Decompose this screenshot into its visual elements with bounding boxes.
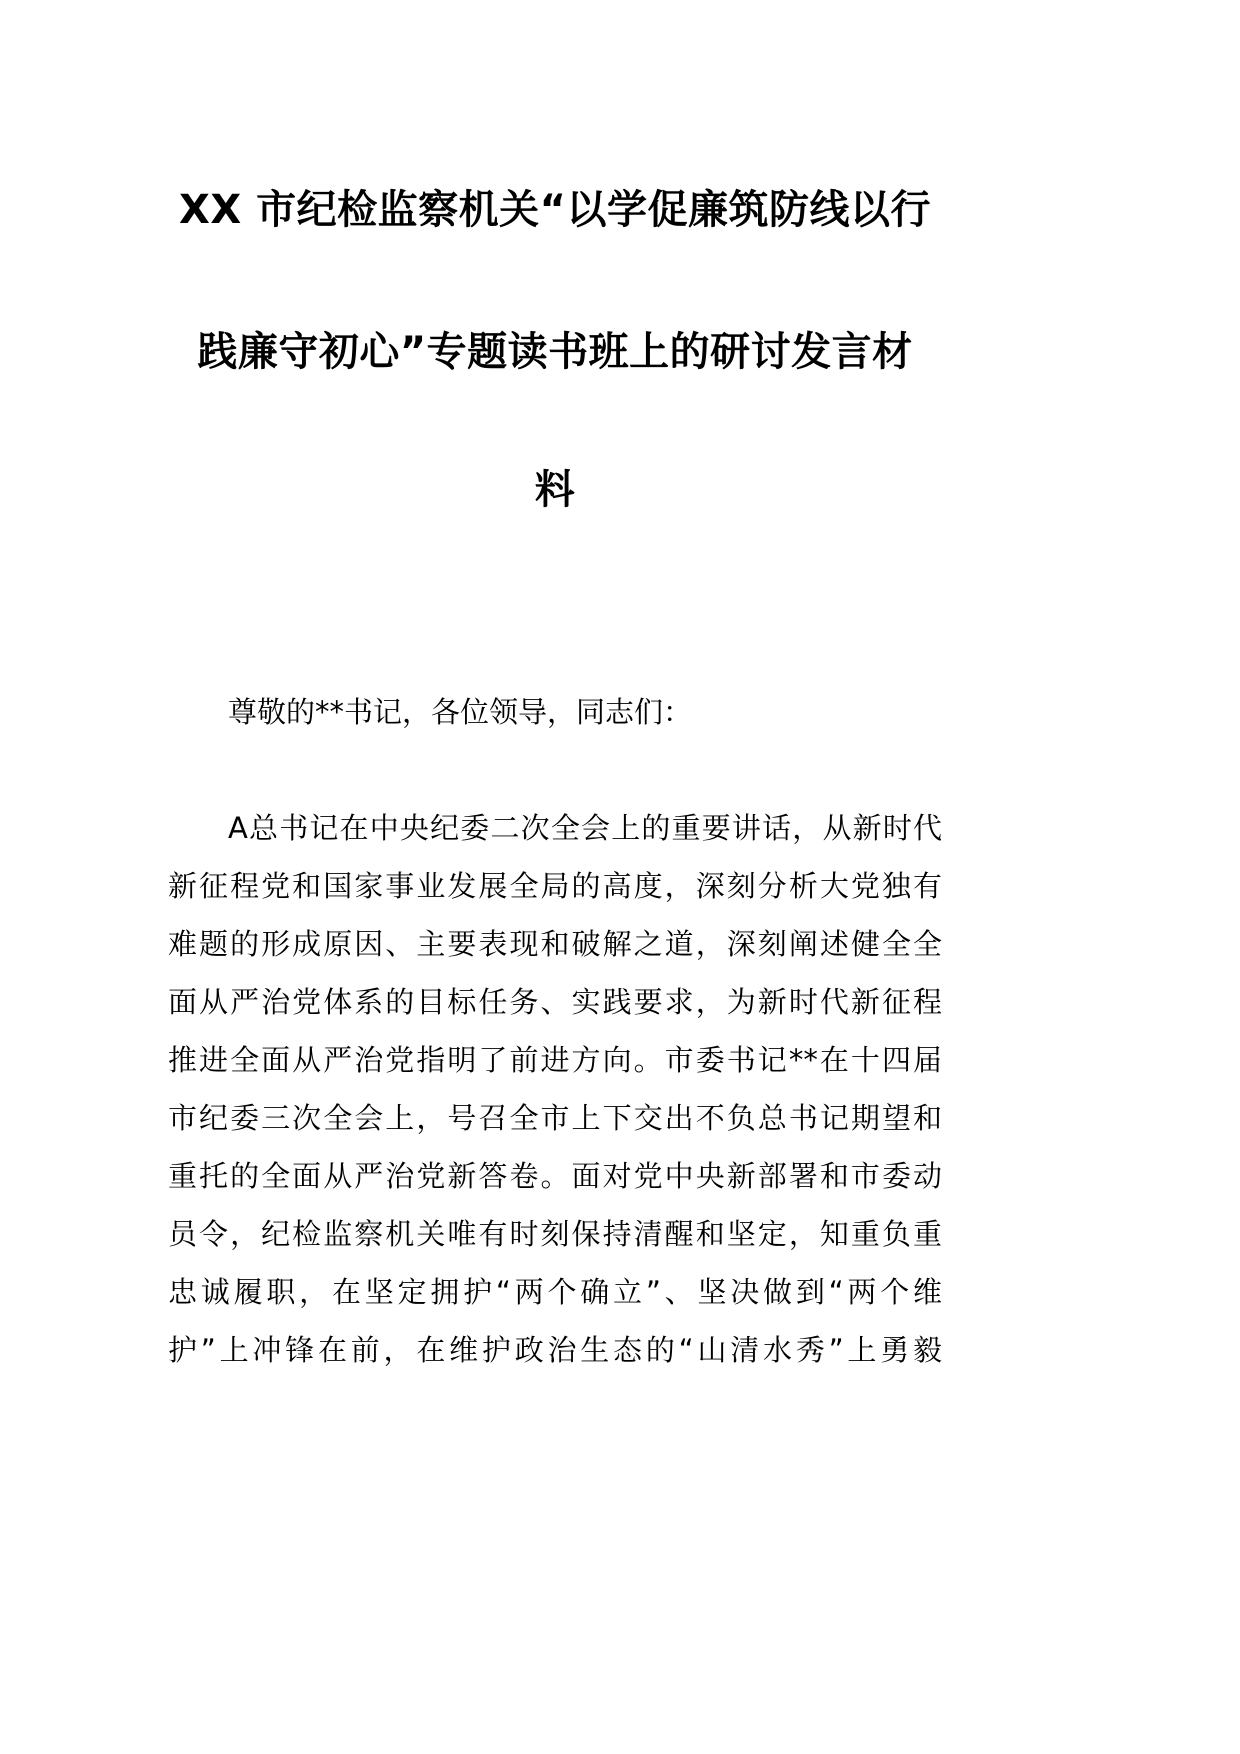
document-title-line-1: XX 市纪检监察机关“以学促廉筑防线以行: [179, 187, 931, 233]
paragraph-line: 忠诚履职，在坚定拥护“两个确立”、坚决做到“两个维: [168, 1275, 942, 1309]
paragraph-line: 员令，纪检监察机关唯有时刻保持清醒和坚定，知重负重: [168, 1217, 942, 1251]
document-title-line-2: 践廉守初心”专题读书班上的研讨发言材: [197, 329, 913, 375]
paragraph-line: 面从严治党体系的目标任务、实践要求，为新时代新征程: [168, 985, 942, 1019]
paragraph-line: 新征程党和国家事业发展全局的高度，深刻分析大党独有: [168, 869, 942, 903]
paragraph-line: 重托的全面从严治党新答卷。面对党中央新部署和市委动: [168, 1159, 942, 1193]
paragraph-line: 市纪委三次全会上，号召全市上下交出不负总书记期望和: [168, 1101, 942, 1135]
paragraph-line: 推进全面从严治党指明了前进方向。市委书记**在十四届: [168, 1043, 942, 1077]
salutation: 尊敬的**书记，各位领导，同志们：: [228, 695, 693, 729]
paragraph-line: 护”上冲锋在前，在维护政治生态的“山清水秀”上勇毅: [168, 1333, 942, 1367]
paragraph-line: 难题的形成原因、主要表现和破解之道，深刻阐述健全全: [168, 927, 942, 961]
document-title-line-3: 料: [534, 467, 576, 513]
paragraph-line: A总书记在中央纪委二次全会上的重要讲话，从新时代: [228, 811, 942, 845]
